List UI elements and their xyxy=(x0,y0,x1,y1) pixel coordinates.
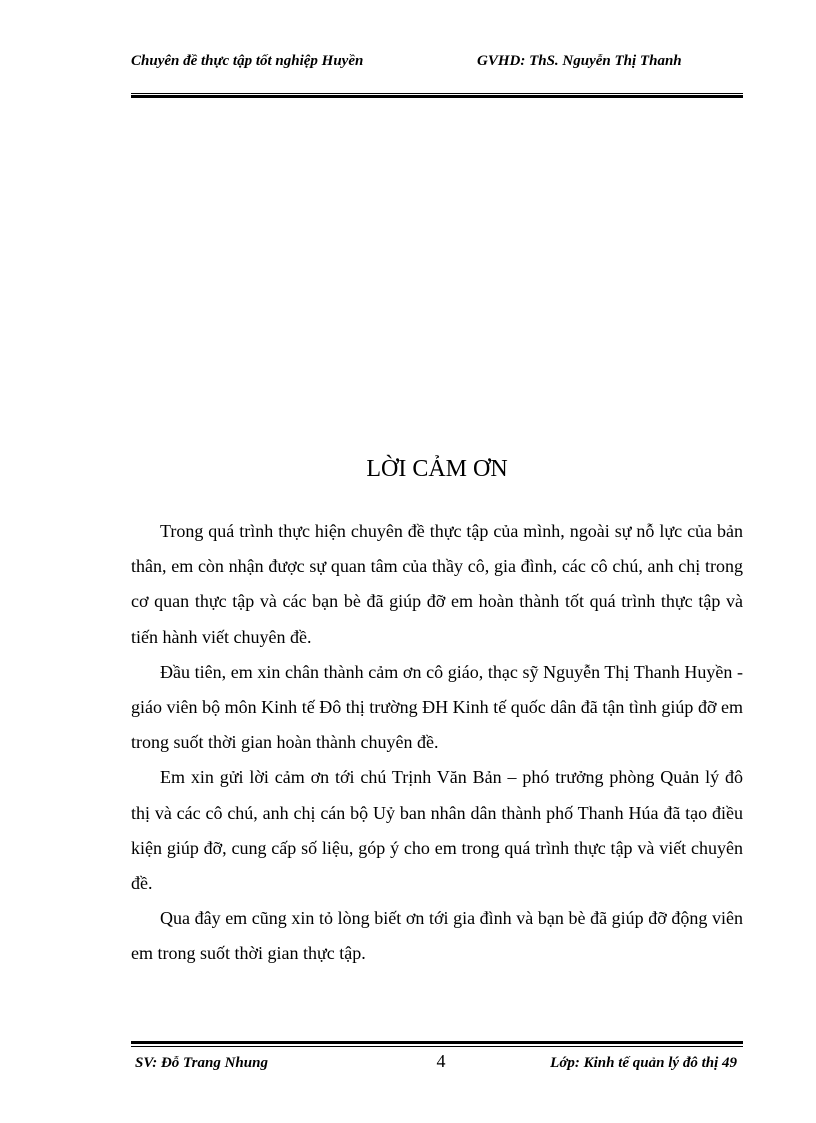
paragraph-4: Qua đây em cũng xin tỏ lòng biết ơn tới gia đình và bạn bè đã giúp đỡ động viên em trong suốt thời gian thực tập. xyxy=(131,908,743,964)
page-number: 4 xyxy=(436,1051,446,1071)
footer-student: SV: Đỗ Trang Nhung xyxy=(135,1055,268,1071)
page-title: LỜI CẢM ƠN xyxy=(366,456,508,482)
footer-rule-thin xyxy=(131,1046,743,1047)
paragraph-2: Đầu tiên, em xin chân thành cảm ơn cô giáo, thạc sỹ Nguyễn Thị Thanh Huyền - giáo viên bộ môn Kinh tế Đô thị trường ĐH Kinh tế quốc dân đã tận tình giúp đỡ em trong suốt thời gian hoàn thành chuyên đề. xyxy=(131,661,743,753)
footer-rule-thick xyxy=(131,1041,743,1044)
paragraph-1: Trong quá trình thực hiện chuyên đề thực tập của mình, ngoài sự nỗ lực của bản thân, em còn nhận được sự quan tâm của thầy cô, gia đình, các cô chú, anh chị trong cơ quan thực tập và các bạn bè đã giúp đỡ em hoàn thành tốt quá trình thực tập và tiến hành viết chuyên đề. xyxy=(131,521,743,647)
header-supervisor: GVHD: ThS. Nguyễn Thị Thanh xyxy=(477,53,682,69)
page-header xyxy=(131,52,743,98)
page-footer xyxy=(131,1051,743,1074)
acknowledgement-body xyxy=(131,514,743,972)
header-document-type: Chuyên đề thực tập tốt nghiệp Huyền xyxy=(131,53,364,69)
header-rule-thick xyxy=(131,95,743,98)
header-rule-thin xyxy=(131,93,743,94)
paragraph-3: Em xin gửi lời cảm ơn tới chú Trịnh Văn Bản – phó trưởng phòng Quản lý đô thị và các cô chú, anh chị cán bộ Uỷ ban nhân dân thành phố Thanh Húa đã tạo điều kiện giúp đỡ, cung cấp số liệu, góp ý cho em trong quá trình thực tập và viết chuyên đề. xyxy=(131,767,743,894)
footer-class: Lớp: Kinh tế quản lý đô thị 49 xyxy=(550,1055,737,1071)
